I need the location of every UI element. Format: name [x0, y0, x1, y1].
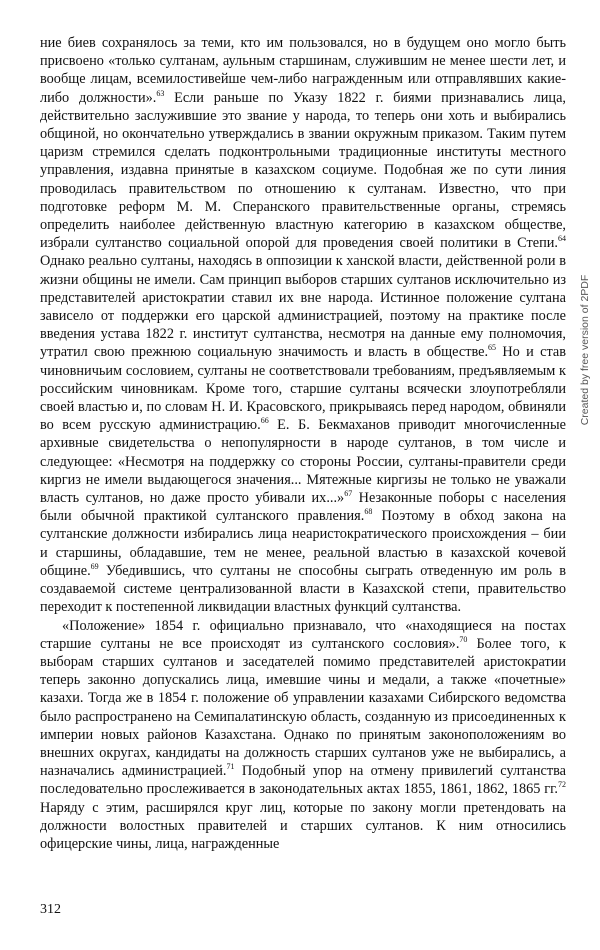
footnote-ref: 72: [558, 780, 566, 790]
text-run: Е. Б. Бекмаханов приводит многочисленные архивные свидетельства о непопулярности в народе султанов, в том числе и следующее: «Несмотря на поддержку со стороны России, султаны-правители среди киргиз не имели выдающегося значения... Мятежные киргизы не только не уважали власть султанов, но даже просто убивали их...»: [40, 417, 566, 507]
text-run: ние биев сохранялось за теми, кто им пользовался, но в будущем оно могло быть присвоено «только султанам, аульным старшинам, служившим не менее шести лет, и вообще лицам, всемилостивейше чем-либо награжденным или отправлявших какие-либо должности».: [40, 35, 566, 106]
text-run: Более того, к выборам старших султанов и заседателей помимо представителей аристократии теперь законно допускались лица, имевшие чины и медали, а также «почетные» казахи. Тогда же в 1854 г. положение об управлении казахами Сибирского ведомства было распространено на Семипалатинскую область, созданную из присоединенных к империи новых районов Казахстана. Однако по принятым законоположениям во внешних округах, кандидаты на должность старших султанов уже не выбирались, а назначались администрацией.: [40, 635, 566, 780]
text-run: Поэтому в обход закона на султанские должности избирались лица неаристократического происхождения – бии и старшины, обладавшие, тем не менее, реальной властью в казахской кочевой общине.: [40, 508, 566, 579]
footnote-ref: 63: [156, 88, 165, 98]
text-run: Убедившись, что султаны не способны сыграть отведенную им роль в создаваемой системе централизованной власти в Казахской степи, правительство переходит к постепенной ликвидации властных функций султанства.: [40, 562, 566, 616]
paragraph: [40, 34, 566, 617]
watermark: Created by free version of 2PDF: [579, 274, 591, 426]
text-run: Но и став чиновничьим сословием, султаны не соответствовали требованиям, предъявляемым к российским чиновникам. Кроме того, старшие султаны всячески злоупотребляли своей властью и, по словам Н. И. Красовского, прикрываясь перед народом, обвиняли во всем русскую администрацию.: [40, 344, 566, 434]
body-text: [40, 34, 566, 853]
text-run: «Положение» 1854 г. официально признавало, что «находящиеся на постах старшие султаны не все происходят из султанского сословия».: [40, 617, 566, 652]
page-number: 312: [40, 902, 61, 917]
footnote-ref: 65: [488, 343, 497, 353]
text-run: Наряду с этим, расширялся круг лиц, которые по закону могли претендовать на должности волостных правителей и старших султанов. К ним относились офицерские чины, лица, награжденные: [40, 799, 566, 852]
text-run: Если раньше по Указу 1822 г. биями признавались лица, действительно заслужившие это звание у народа, то теперь они хоть и выбирались общиной, но окончательно утверждались в звании окружным приказом. Таким путем царизм стремился сделать подконтрольными традиционные институты местного управления, издавна принятые в казахском социуме. Подобная же по сути линия проводилась правительством по отношению к султанам. Известно, что при подготовке реформ М. М. Сперанского правительственные органы, стремясь определить наиболее действенную властную категорию в казахском обществе, избрали султанство социальной опорой для проведения своей политики в Степи.: [40, 89, 567, 252]
footnote-ref: 69: [90, 562, 99, 572]
footnote-ref: 71: [226, 762, 235, 772]
footnote-ref: 64: [558, 234, 566, 244]
text-run: Подобный упор на отмену привилегий султанства последовательно прослеживается в законодательных актах 1855, 1861, 1862, 1865 гг.: [40, 763, 566, 798]
footnote-ref: 68: [364, 507, 373, 517]
text-run: Незаконные поборы с населения были обычной практикой султанского правления.: [40, 490, 566, 525]
footnote-ref: 70: [459, 634, 468, 644]
paragraph: [40, 617, 566, 854]
footnote-ref: 67: [344, 489, 353, 499]
footnote-ref: 66: [260, 416, 269, 426]
text-run: Однако реально султаны, находясь в оппозиции к ханской власти, действенной роли в жизни общины не имели. Сам принцип выборов старших султанов исключительно из представителей аристократии ставил их вне народа. Истинное положение султана зависело от поддержки его царской администрацией, поэтому на практике после введения устава 1822 г. институт султанства, несмотря на данные ему полномочия, утратил свою прежнюю социальную значимость и власть в обществе.: [40, 253, 566, 361]
